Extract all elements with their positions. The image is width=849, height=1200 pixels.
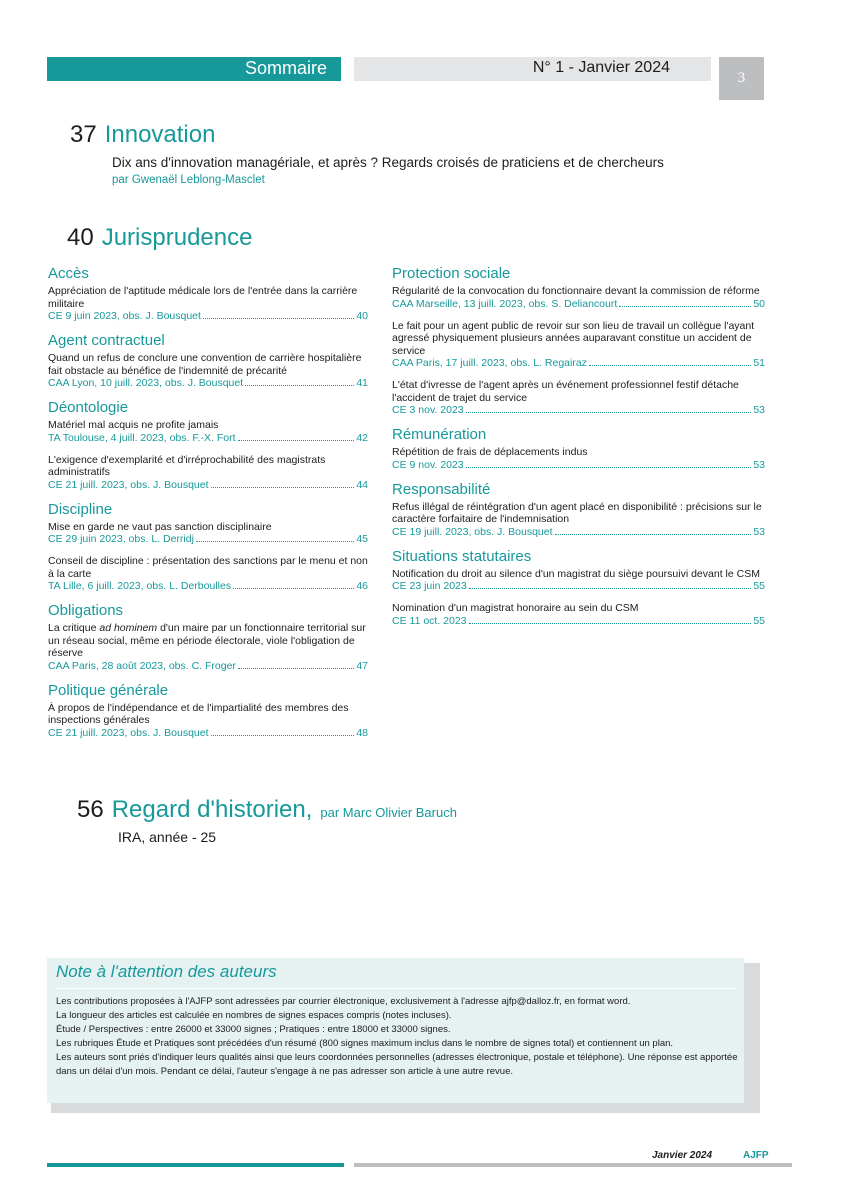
toc-entry[interactable]: [392, 501, 765, 539]
toc-entry-source: CE 9 nov. 2023: [392, 458, 464, 471]
toc-entry-title-part: La critique: [48, 622, 100, 634]
toc-category-title: Discipline: [48, 500, 113, 518]
toc-entry[interactable]: [48, 454, 368, 492]
toc-entry-reference: [48, 479, 368, 492]
toc-entry-source: CE 3 nov. 2023: [392, 404, 464, 416]
toc-entry[interactable]: [48, 702, 368, 740]
toc-entry-title: Nomination d'un magistrat honoraire au sein du CSM: [392, 602, 639, 614]
footer-rule-teal: [47, 1163, 344, 1167]
toc-entry-page: 53: [753, 458, 765, 471]
toc-category: [48, 501, 368, 594]
toc-entry-title: À propos de l'indépendance et de l'impartialité des membres des inspections générales: [48, 701, 349, 726]
historien-author: par Marc Olivier Baruch: [320, 805, 457, 820]
toc-entry-title: Le fait pour un agent public de revoir sur son lieu de travail un collègue l'ayant agressé physiquement plusieurs années auparavant constitue un accident de service: [392, 319, 755, 357]
toc-entry-reference: [48, 660, 368, 673]
jurisprudence-page-number: 40: [67, 224, 94, 251]
toc-entry-reference: [392, 298, 765, 311]
toc-entry[interactable]: [48, 555, 368, 593]
toc-entry[interactable]: [392, 379, 765, 417]
toc-category: [392, 265, 765, 417]
dot-leader: [211, 487, 355, 488]
innovation-title: Innovation: [104, 121, 216, 148]
dot-leader: [469, 588, 752, 589]
toc-category-title: Obligations: [48, 602, 124, 619]
footer-journal: AJFP: [743, 1150, 769, 1161]
jurisprudence-title: Jurisprudence: [101, 224, 253, 251]
toc-right-column: [392, 265, 765, 637]
historien-page-number: 56: [77, 796, 104, 823]
toc-category-title: Accès: [48, 265, 89, 282]
toc-entry-source: CAA Lyon, 10 juill. 2023, obs. J. Bousquet: [48, 377, 244, 389]
toc-entry-source: CAA Paris, 17 juill. 2023, obs. L. Regairaz: [392, 357, 587, 369]
note-line: Les contributions proposées à l'AJFP sont adressées par courrier électronique, exclusivement à l'adresse ajfp@dalloz.fr, en format word.: [56, 996, 631, 1007]
toc-entry-reference: [48, 727, 368, 740]
dot-leader: [238, 668, 354, 669]
toc-entry[interactable]: [392, 285, 765, 311]
toc-entry[interactable]: [48, 521, 368, 547]
toc-entry-page: 42: [356, 431, 368, 444]
toc-entry-title-italic: ad hominem: [99, 622, 158, 634]
historien-subtitle: IRA, année - 25: [118, 829, 217, 845]
toc-entry-page: 53: [753, 525, 765, 538]
innovation-author: par Gwenaël Leblong-Masclet: [112, 174, 265, 186]
jurisprudence-heading[interactable]: [67, 224, 252, 252]
footer-rule-grey: [354, 1163, 792, 1167]
toc-entry-page: 46: [356, 580, 368, 592]
toc-entry-title: Régularité de la convocation du fonctionnaire devant la commission de réforme: [392, 285, 760, 297]
dot-leader: [245, 385, 354, 386]
toc-entry-source: TA Toulouse, 4 juill. 2023, obs. F.-X. Fort: [48, 431, 236, 444]
dot-leader: [469, 623, 752, 624]
toc-category-title: Protection sociale: [392, 265, 511, 282]
toc-category: [392, 426, 765, 472]
historien-heading[interactable]: [77, 796, 457, 824]
toc-entry-page: 40: [356, 310, 368, 322]
toc-entry[interactable]: [392, 568, 765, 594]
dot-leader: [203, 318, 354, 319]
toc-entry-page: 51: [753, 357, 765, 369]
toc-category: [392, 548, 765, 628]
note-title: Note à l'attention des auteurs: [56, 962, 277, 981]
note-line: Étude / Perspectives : entre 26000 et 33000 signes ; Pratiques : entre 18000 et 33000 signes.: [56, 1024, 451, 1035]
toc-entry[interactable]: [48, 419, 368, 445]
dot-leader: [233, 588, 354, 589]
header-section-title: Sommaire: [244, 58, 327, 78]
toc-entry[interactable]: [392, 446, 765, 472]
toc-entry-reference: [392, 615, 765, 628]
toc-entry-title: Appréciation de l'aptitude médicale lors de l'entrée dans la carrière militaire: [48, 285, 358, 310]
dot-leader: [238, 440, 355, 441]
toc-entry-source: CE 29 juin 2023, obs. L. Derridj: [48, 533, 194, 545]
note-box: [47, 958, 744, 1103]
toc-category: [48, 682, 368, 740]
toc-left-column: [48, 265, 368, 749]
toc-entry-reference: [48, 310, 368, 323]
toc-entry[interactable]: [392, 320, 765, 371]
toc-entry[interactable]: [392, 602, 765, 628]
toc-entry-page: 44: [356, 478, 368, 491]
toc-entry-title-part: d'un maire par un fonctionnaire territorial sur un réseau social, même en période électorale, viole l'obligation de réserve: [48, 622, 366, 659]
dot-leader: [619, 306, 751, 307]
toc-entry-reference: [392, 580, 765, 593]
dot-leader: [589, 365, 751, 366]
toc-entry[interactable]: [48, 622, 368, 673]
toc-entry-page: 53: [753, 404, 765, 416]
note-line: La longueur des articles est calculée en nombres de signes espaces compris (notes incluses).: [56, 1010, 452, 1021]
toc-entry-page: 47: [356, 659, 368, 672]
toc-entry-source: CE 21 juill. 2023, obs. J. Bousquet: [48, 726, 209, 739]
toc-entry-reference: [392, 459, 765, 472]
toc-entry-page: 48: [356, 726, 368, 739]
dot-leader: [466, 412, 752, 413]
toc-category: [48, 332, 368, 390]
toc-entry-page: 45: [356, 533, 368, 545]
toc-entry-reference: [48, 377, 368, 390]
toc-entry-reference: [48, 533, 368, 546]
innovation-heading[interactable]: [70, 121, 215, 149]
toc-entry-source: CE 23 juin 2023: [392, 580, 467, 592]
toc-entry-title: Notification du droit au silence d'un magistrat du siège poursuivi devant le CSM: [392, 567, 760, 580]
toc-entry-title: L'exigence d'exemplarité et d'irréprochabilité des magistrats administratifs: [48, 453, 326, 478]
header-section-band: [47, 57, 341, 81]
toc-category: [48, 265, 368, 323]
toc-entry-title: L'état d'ivresse de l'agent après un événement professionnel festif détache l'accident de trajet du service: [392, 379, 739, 404]
toc-entry[interactable]: [48, 285, 368, 323]
toc-category: [392, 481, 765, 539]
note-line: Les rubriques Étude et Pratiques sont précédées d'un résumé (800 signes maximum inclus dans le nombre de signes total) et contiennent un plan.: [56, 1038, 674, 1049]
innovation-page-number: 37: [70, 121, 97, 148]
toc-category-title: Déontologie: [48, 399, 129, 416]
toc-entry-reference: [392, 357, 765, 370]
toc-entry-title: [48, 622, 368, 660]
footer-date: Janvier 2024: [652, 1150, 713, 1161]
toc-entry-source: CAA Marseille, 13 juill. 2023, obs. S. Deliancourt: [392, 297, 618, 310]
header-issue-band: [354, 57, 711, 81]
dot-leader: [196, 541, 354, 542]
dot-leader: [211, 735, 355, 736]
toc-entry-page: 55: [753, 614, 765, 627]
note-body: [56, 995, 740, 1079]
toc-entry-title: Quand un refus de conclure une convention de carrière hospitalière fait obstacle au bénéfice de l'indemnité de précarité: [48, 352, 362, 377]
toc-entry-source: CE 9 juin 2023, obs. J. Bousquet: [48, 310, 201, 322]
page-number: 3: [719, 57, 764, 100]
innovation-article-title[interactable]: Dix ans d'innovation managériale, et après ? Regards croisés de praticiens et de chercheurs: [112, 155, 664, 170]
toc-entry-source: CE 11 oct. 2023: [392, 614, 467, 627]
toc-entry-title: Mise en garde ne vaut pas sanction disciplinaire: [48, 520, 272, 533]
toc-entry-title: Matériel mal acquis ne profite jamais: [48, 419, 219, 431]
note-divider: [56, 988, 736, 989]
toc-entry-source: CE 19 juill. 2023, obs. J. Bousquet: [392, 525, 553, 538]
note-line: Les auteurs sont priés d'indiquer leurs qualités ainsi que leurs coordonnées personnelles (adresses électronique, postale et téléphone). Une réponse est apportée dans un délai d'un mois. Pendant ce délai, l'auteur s'engage à ne pas adresser son article à une autre revue.: [56, 1052, 738, 1077]
toc-category-title: Agent contractuel: [48, 332, 165, 349]
toc-entry-reference: [392, 404, 765, 417]
toc-category: [48, 602, 368, 673]
toc-entry-reference: [48, 580, 368, 593]
toc-entry-source: TA Lille, 6 juill. 2023, obs. L. Derboulles: [48, 580, 232, 592]
toc-category-title: Rémunération: [392, 426, 487, 443]
toc-entry-reference: [48, 432, 368, 445]
toc-entry-title: Refus illégal de réintégration d'un agent placé en disponibilité : précisions sur le caractère forfaitaire de l'indemnisation: [392, 500, 762, 525]
toc-category-title: Responsabilité: [392, 480, 491, 498]
toc-entry-title: Répétition de frais de déplacements indus: [392, 446, 588, 458]
toc-entry-page: 50: [753, 297, 765, 310]
toc-entry-source: CAA Paris, 28 août 2023, obs. C. Froger: [48, 659, 236, 672]
toc-entry-reference: [392, 526, 765, 539]
toc-entry-source: CE 21 juill. 2023, obs. J. Bousquet: [48, 478, 209, 491]
toc-category-title: Politique générale: [48, 681, 169, 699]
toc-entry-page: 55: [753, 580, 765, 592]
toc-entry[interactable]: [48, 352, 368, 390]
toc-entry-title: Conseil de discipline : présentation des sanctions par le menu et non à la carte: [48, 555, 368, 580]
toc-category-title: Situations statutaires: [392, 547, 532, 565]
dot-leader: [555, 534, 752, 535]
toc-entry-page: 41: [356, 377, 368, 389]
header-issue: N° 1 - Janvier 2024: [532, 59, 670, 76]
historien-title: Regard d'historien,: [111, 796, 313, 823]
dot-leader: [466, 467, 752, 468]
toc-category: [48, 399, 368, 492]
